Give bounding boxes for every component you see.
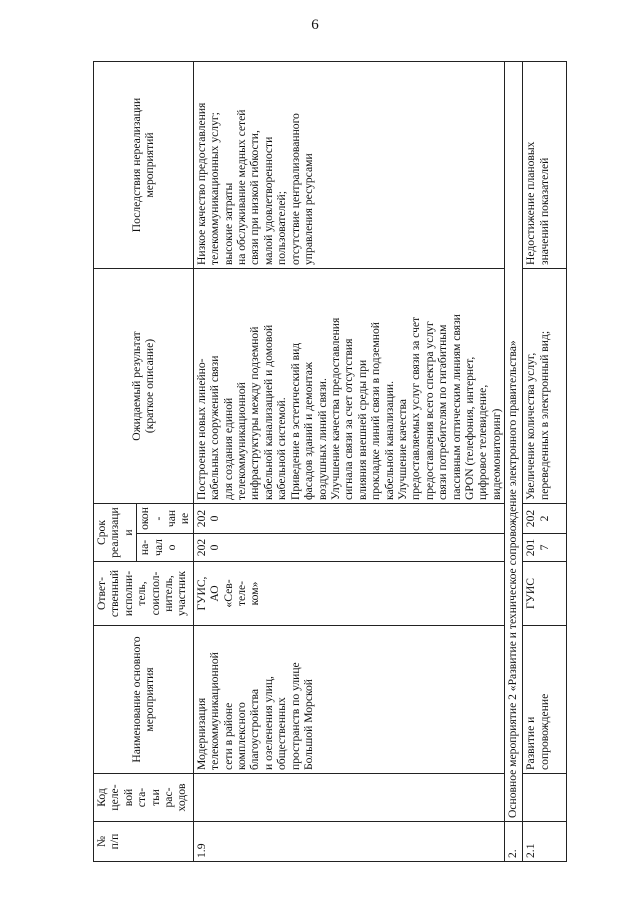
row-2-1-result: Увеличение количества услуг, переведенных в электронный вид;	[523, 268, 567, 503]
header-result: Ожидаемый результат (краткое описание)	[94, 268, 194, 503]
header-name: Наименование основного мероприятия	[94, 626, 194, 774]
page-number: 6	[311, 17, 319, 33]
row-2-1-name: Развитие и сопровождение	[523, 626, 567, 774]
header-term: Срок реализации	[94, 503, 137, 561]
row-2-1-end: 2022	[523, 503, 567, 533]
table-row	[193, 61, 504, 861]
row-1-9-num: 1.9	[193, 822, 504, 862]
header-responsible: Ответ- ственный исполни- тель, соиспол- нитель, участник	[94, 562, 194, 626]
section-row	[505, 61, 523, 861]
header-consequences: Последствия нереализации мероприятий	[94, 61, 194, 268]
row-2-1-code	[523, 774, 567, 822]
row-2-1-consequences: Недостижение плановых значений показателей	[523, 61, 567, 268]
rotated-table-wrapper	[93, 62, 611, 862]
row-2-1-responsible: ГУИС	[523, 562, 567, 626]
header-start: на- чало	[137, 534, 194, 562]
row-2-num: 2.	[505, 822, 523, 862]
row-2-1-start: 2017	[523, 534, 567, 562]
activities-table	[93, 61, 567, 862]
table-row	[523, 61, 567, 861]
header-code: Код целе- вой ста- тьи рас- ходов	[94, 774, 194, 822]
row-2-text: Основное мероприятие 2 «Развитие и техническое сопровождение электронного правительства»	[505, 61, 523, 821]
row-1-9-start: 2020	[193, 534, 504, 562]
table-header-row	[94, 61, 137, 861]
header-num: № п/п	[94, 822, 194, 862]
row-1-9-result: Построение новых линейно- кабельных сооружений связи для создания единой телекоммуникационной инфраструктуры между подземной кабельной канализацией и домовой кабельной системой. Приведение в эстетический вид фасадов зданий и демонтаж воздушных линий связи. Улучшение качества предоставления сигнала связи за счет отсутствия влияния внешней среды при прокладке линий связи в подземной кабельной канализации. Улучшение качества предоставляемых услуг связи за счет предоставления всего спектра услуг связи потребителям по гигабитным пассивным оптическим линиям связи GPON (телефония, интернет, цифровое телевидение, видеомониторинг)	[193, 268, 504, 503]
row-2-1-num: 2.1	[523, 822, 567, 862]
row-1-9-end: 2020	[193, 503, 504, 533]
row-1-9-responsible: ГУИС, АО «Сев- теле- ком»	[193, 562, 504, 626]
row-1-9-consequences: Низкое качество предоставления телекоммуникационных услуг; высокие затраты на обслуживание медных сетей связи при низкой гибкости, малой удовлетворенности пользователей; отсутствие централизованного управления ресурсами	[193, 61, 504, 268]
header-end: окон- чание	[137, 503, 194, 533]
row-1-9-name: Модернизация телекоммуникационной сети в районе комплексного благоустройства и озеленения улиц, общественных пространств по улице Большой Морской	[193, 626, 504, 774]
row-1-9-code	[193, 774, 504, 822]
